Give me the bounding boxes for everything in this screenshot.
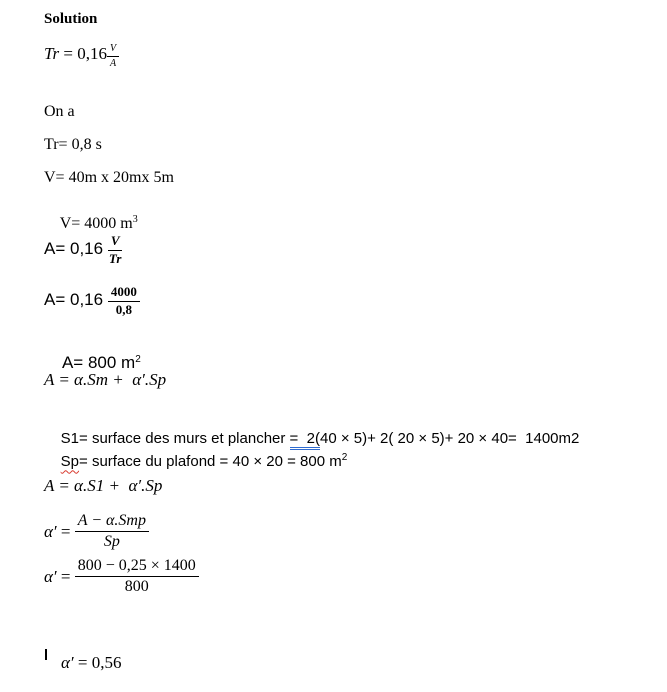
fraction-numerator: 800 − 0,25 × 1400	[75, 557, 199, 577]
alpha-equals: =	[56, 522, 75, 542]
s1-text-before: S1= surface des murs et plancher	[60, 430, 290, 448]
formula-tr-coefficient: 0,16	[77, 44, 107, 64]
alpha-numeric-fraction	[75, 557, 199, 597]
alpha-equals: =	[56, 567, 75, 587]
volume-exponent: 3	[132, 214, 138, 226]
formula-tr-fraction	[107, 43, 119, 69]
area-numeric-prefix: A= 0,16	[44, 289, 108, 309]
fraction-denominator: A	[109, 57, 117, 69]
alpha-equals: =	[73, 652, 92, 672]
area-exponent: 2	[135, 353, 141, 365]
solution-heading[interactable]: Solution	[44, 11, 98, 27]
alpha-prime-symbol: α′	[61, 652, 74, 672]
value-tr-given[interactable]: Tr= 0,8 s	[44, 136, 102, 153]
alpha-prime-symbol: α′	[44, 567, 57, 587]
formula-absorption-sm[interactable]: A = α.Sm + α′.Sp	[44, 370, 167, 389]
formula-area-symbolic[interactable]	[44, 232, 122, 265]
fraction-denominator: Sp	[103, 533, 120, 551]
formula-tr-definition[interactable]	[44, 41, 119, 67]
alpha-formula-fraction	[75, 512, 149, 552]
fraction-denominator: Tr	[108, 250, 122, 266]
sp-exponent: 2	[341, 452, 348, 464]
area-formula-fraction	[108, 234, 123, 267]
area-numeric-fraction	[108, 285, 140, 318]
spelling-flagged-word: Sp	[60, 453, 80, 471]
fraction-numerator: V	[107, 43, 119, 57]
formula-absorption-s1[interactable]: A = α.S1 + α′.Sp	[44, 476, 163, 495]
sp-text-mid: = surface du plafond = 40 × 20 = 800 m	[79, 453, 342, 471]
volume-base-text: V= 4000 m	[59, 215, 133, 233]
s1-text-after: 40 × 5)+ 2( 20 × 5)+ 20 × 40= 1400m2	[319, 430, 580, 448]
alpha-result-value: 0,56	[91, 652, 122, 672]
area-base-text: A= 800 m	[61, 352, 136, 372]
formula-area-numeric[interactable]	[44, 283, 140, 316]
fraction-denominator: 800	[124, 578, 149, 596]
formula-tr-lhs: Tr	[44, 44, 60, 64]
formula-alpha-prime-numeric[interactable]	[44, 557, 199, 597]
value-volume-dimensions[interactable]: V= 40m x 20mx 5m	[44, 169, 174, 186]
text-on-a[interactable]: On a	[44, 103, 75, 120]
alpha-prime-symbol: α′	[44, 522, 57, 542]
fraction-numerator: V	[108, 234, 123, 251]
text-cursor	[45, 649, 47, 660]
fraction-denominator: 0,8	[115, 301, 132, 317]
formula-tr-equals: =	[59, 44, 78, 64]
formula-alpha-prime-symbolic[interactable]	[44, 512, 149, 552]
area-formula-prefix: A= 0,16	[44, 238, 108, 258]
fraction-numerator: 4000	[108, 285, 140, 302]
grammar-flagged-segment: = 2(	[290, 430, 320, 450]
value-alpha-prime-result[interactable]	[44, 633, 122, 692]
fraction-numerator: A − α.Smp	[75, 512, 149, 532]
